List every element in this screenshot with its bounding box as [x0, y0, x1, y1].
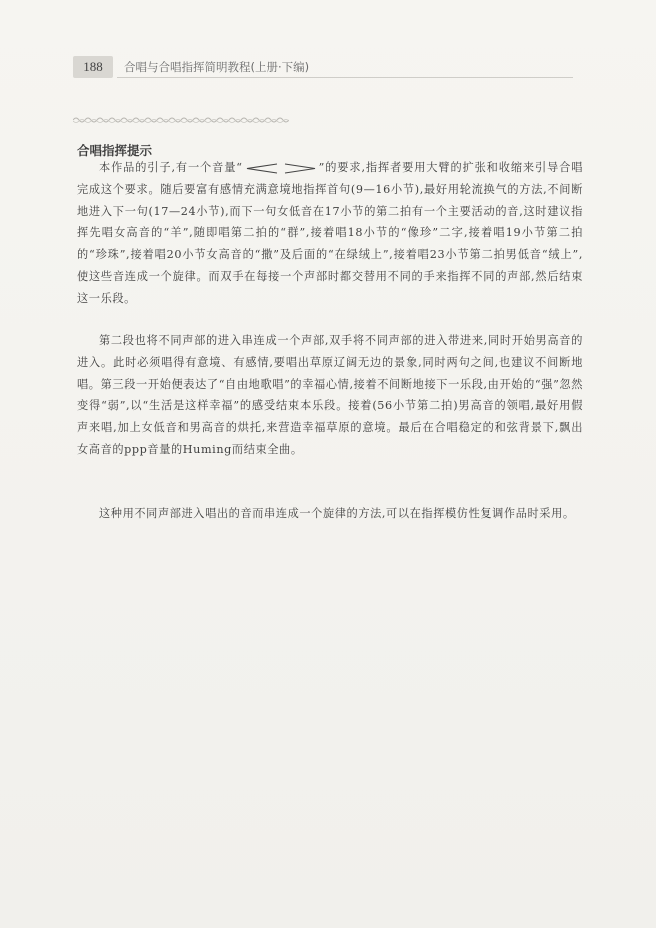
page-number-badge	[73, 56, 113, 78]
book-title: 合唱与合唱指挥简明教程(上册·下编)	[124, 60, 310, 74]
crescendo-hairpin-icon	[245, 163, 279, 174]
section-title: 合唱指挥提示	[77, 143, 153, 158]
paragraph-2: 第二段也将不同声部的进入串连成一个声部,双手将不同声部的进入带进来,同时开始男高音的进入。此时必须唱得有意境、有感情,要唱出草原辽阔无边的景象,同时两句之间,也建议不间断地唱。第三段一开始便表达了“自由地歌唱”的幸福心情,接着不间断地接下一乐段,由开始的“强”忽然变得“弱”,以“生活是这样幸福”的感受结束本乐段。接着(56小节第二拍)男高音的领唱,最好用假声来唱,加上女低音和男高音的烘托,来营造幸福草原的意境。最后在合唱稳定的和弦背景下,飘出女高音的ppp音量的Huming而结束全曲。	[77, 334, 583, 456]
paragraph-3: 这种用不同声部进入唱出的音而串连成一个旋律的方法,可以在指挥模仿性复调作品时采用。	[99, 507, 575, 520]
paragraph-1-text-start: 本作品的引子,有一个音量“	[99, 161, 243, 174]
paragraph-1	[77, 157, 583, 310]
decorative-wave-divider	[73, 115, 289, 125]
header-rule	[117, 77, 573, 78]
running-header	[73, 52, 573, 78]
page-number: 188	[83, 59, 103, 74]
decrescendo-hairpin-icon	[283, 163, 317, 174]
paragraph-1-text-end: ”的要求,指挥者要用大臂的扩张和收缩来引导合唱完成这个要求。随后要富有感情充满意境地指挥首句(9—16小节),最好用轮流换气的方法,不间断地进入下一句(17—24小节),而下一句女低音在17小节的第二拍有一个主要活动的音,这时建议指挥先唱女高音的“羊”,随即唱第二拍的“群”,接着唱18小节的“像珍”二字,接着唱19小节第二拍的“珍珠”,接着唱20小节女高音的“撒”及后面的“在绿绒上”,接着唱23小节第二拍男低音“绒上”,使这些音连成一个旋律。而双手在每接一个声部时都交替用不同的手来指挥不同的声部,然后结束这一乐段。	[77, 161, 584, 305]
